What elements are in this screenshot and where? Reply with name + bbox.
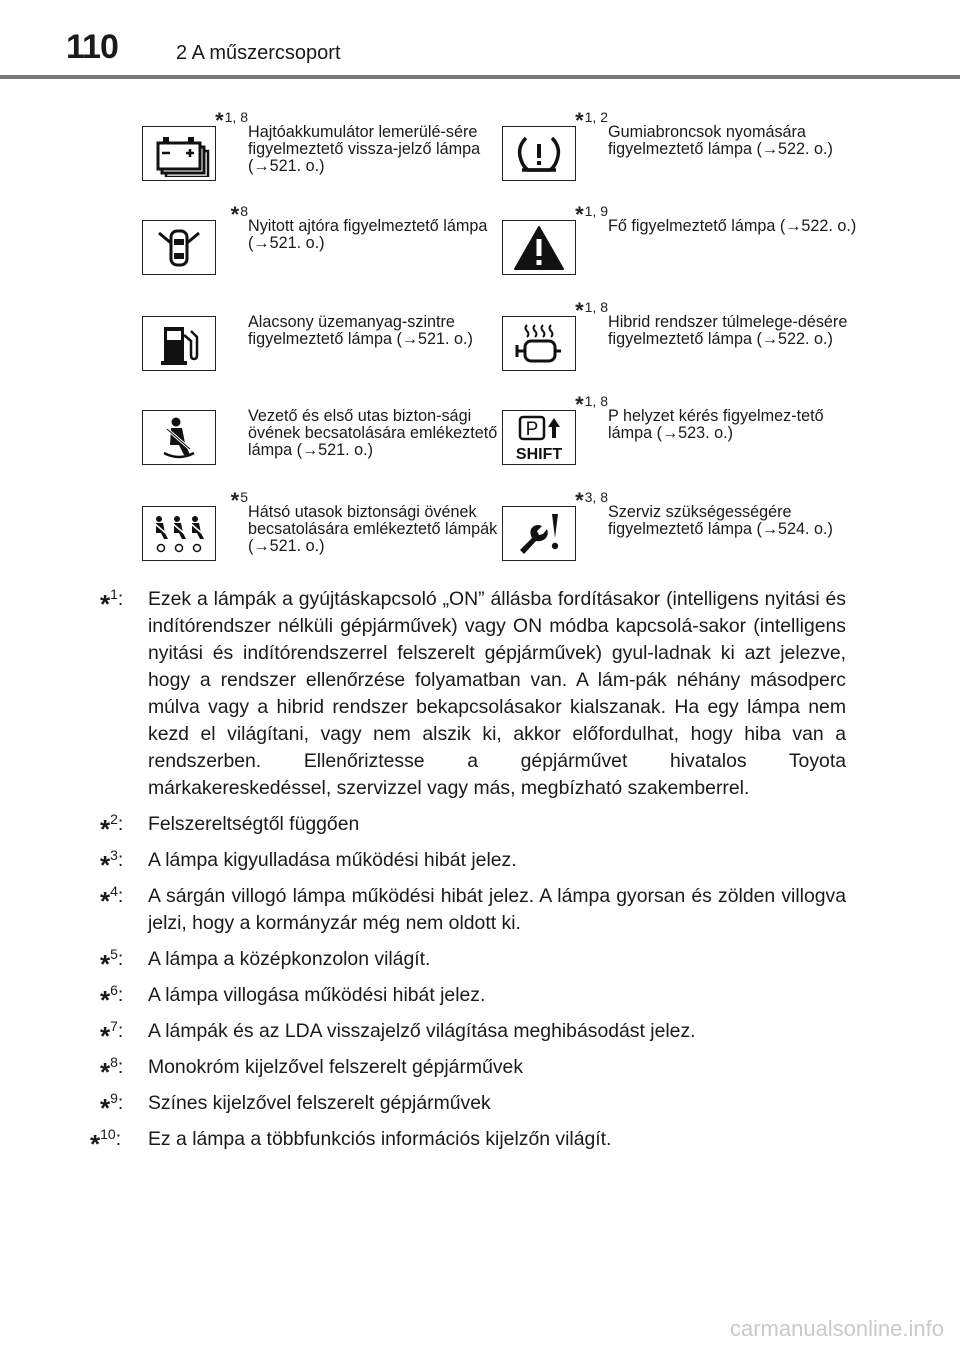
lamp-service <box>502 484 862 582</box>
footnote-4: *$^4$: A sárgán villogó lámpa működési hibát jelez. A lámpa gyorsan és zölden villogva jelzi, hogy a kormányzár még nem oldott ki. <box>100 883 846 934</box>
master-warning-icon <box>502 220 576 275</box>
shift-label: SHIFT <box>515 445 563 462</box>
footnote-marker: *8 <box>230 202 248 227</box>
footnote-marker: *5 <box>230 488 248 513</box>
footnote-9: *$^9$: Színes kijelzővel felszerelt gépjárművek <box>100 1090 491 1123</box>
tire-pressure-icon <box>502 126 576 181</box>
lamp-description: Hajtóakkumulátor lemerülé-sére figyelmeztető vissza-jelző lámpa (→521. o.) <box>248 123 481 175</box>
footnote-6: *$^6$: A lámpa villogása működési hibát jelez. <box>100 982 486 1015</box>
lamp-description: Gumiabroncsok nyomására figyelmeztető lámpa (→522. o.) <box>608 123 833 158</box>
header-divider <box>0 75 960 79</box>
hybrid-overheat-icon <box>502 316 576 371</box>
footnote-1: *$^1$: Ezek a lámpák a gyújtáskapcsoló „ON” állásba fordításakor (intelligens nyitási és indítórendszer nélküli gépjárművek) vagy ON módba kapcsolá-sakor (intelligens nyitási és indítórendszerrel felszerelt gépjárművek) gyul-ladnak ki azt jelezve, hogy a rendszer ellenőrzése folyamatban van. A lám-pák néhány másodperc múlva vagy a hibrid rendszer bekapcsolásakor kialszanak. Ha egy lámpa nem kezd el világítani, vagy nem alszik ki, akkor előfordulhat, hogy hiba van a rendszerben. Ellenőriztesse a gépjárművet hivatalos Toyota márkakereskedéssel, szervizzel vagy más, megbízható szakemberrel. <box>100 586 846 799</box>
lamp-hybrid <box>502 294 862 392</box>
footnote-marker: *3, 8 <box>575 488 608 513</box>
lamp-description: P helyzet kérés figyelmez-tető lámpa (→523. o.) <box>608 407 824 442</box>
footnote-5: *$^5$: A lámpa a középkonzolon világít. <box>100 946 431 979</box>
section-title: 2 A műszercsoport <box>176 42 341 64</box>
page-header <box>0 0 960 80</box>
lamp-door <box>142 198 502 296</box>
lamp-description: Hátsó utasok biztonsági övének becsatolására emlékeztető lámpák (→521. o.) <box>248 503 498 555</box>
p-label: P <box>525 418 539 440</box>
footnote-marker: *1, 8 <box>575 392 608 417</box>
footnote-3: *$^3$: A lámpa kigyulladása működési hibát jelez. <box>100 847 517 880</box>
lamp-fuel <box>142 294 502 392</box>
rear-seatbelt-icon <box>142 506 216 561</box>
footnote-10: *$^{10}$: Ez a lámpa a többfunkciós információs kijelzőn világít. <box>90 1126 612 1159</box>
footnote-7: *$^7$: A lámpák és az LDA visszajelző világítása meghibásodást jelez. <box>100 1018 696 1051</box>
lamp-tire <box>502 104 862 202</box>
lamp-description: Alacsony üzemanyag-szintre figyelmeztető lámpa (→521. o.) <box>248 313 473 348</box>
lamp-description: Vezető és első utas bizton-sági övének becsatolására emlékeztető lámpa (→521. o.) <box>248 407 498 459</box>
lamp-description: Fő figyelmeztető lámpa (→522. o.) <box>608 217 857 235</box>
page-number: 110 <box>66 28 118 66</box>
lamp-description: Szerviz szükségességére figyelmeztető lámpa (→524. o.) <box>608 503 833 538</box>
lamp-rear-seatbelt <box>142 484 502 582</box>
lamp-pshift <box>502 388 862 486</box>
footnote-marker: *1, 2 <box>575 108 608 133</box>
seatbelt-icon <box>142 410 216 465</box>
footnote-8: *$^8$: Monokróm kijelzővel felszerelt gépjárművek <box>100 1054 524 1087</box>
lamp-seatbelt <box>142 388 502 486</box>
footnote-marker: *1, 8 <box>575 298 608 323</box>
lamp-description: Hibrid rendszer túlmelege-désére figyelmeztető lámpa (→522. o.) <box>608 313 848 348</box>
footnotes <box>90 586 846 1162</box>
open-door-icon <box>142 220 216 275</box>
footnote-marker: *1, 9 <box>575 202 608 227</box>
lamp-description: Nyitott ajtóra figyelmeztető lámpa (→521. o.) <box>248 217 488 252</box>
footnote-2: *$^2$: Felszereltségtől függően <box>100 811 360 844</box>
footnote-marker: *1, 8 <box>215 108 248 133</box>
service-wrench-icon <box>502 506 576 561</box>
p-shift-icon <box>502 410 576 465</box>
watermark: carmanualsonline.info <box>729 1316 944 1341</box>
lamp-master <box>502 198 862 296</box>
fuel-pump-icon <box>142 316 216 371</box>
battery-icon <box>142 126 216 181</box>
lamp-battery <box>142 104 502 202</box>
